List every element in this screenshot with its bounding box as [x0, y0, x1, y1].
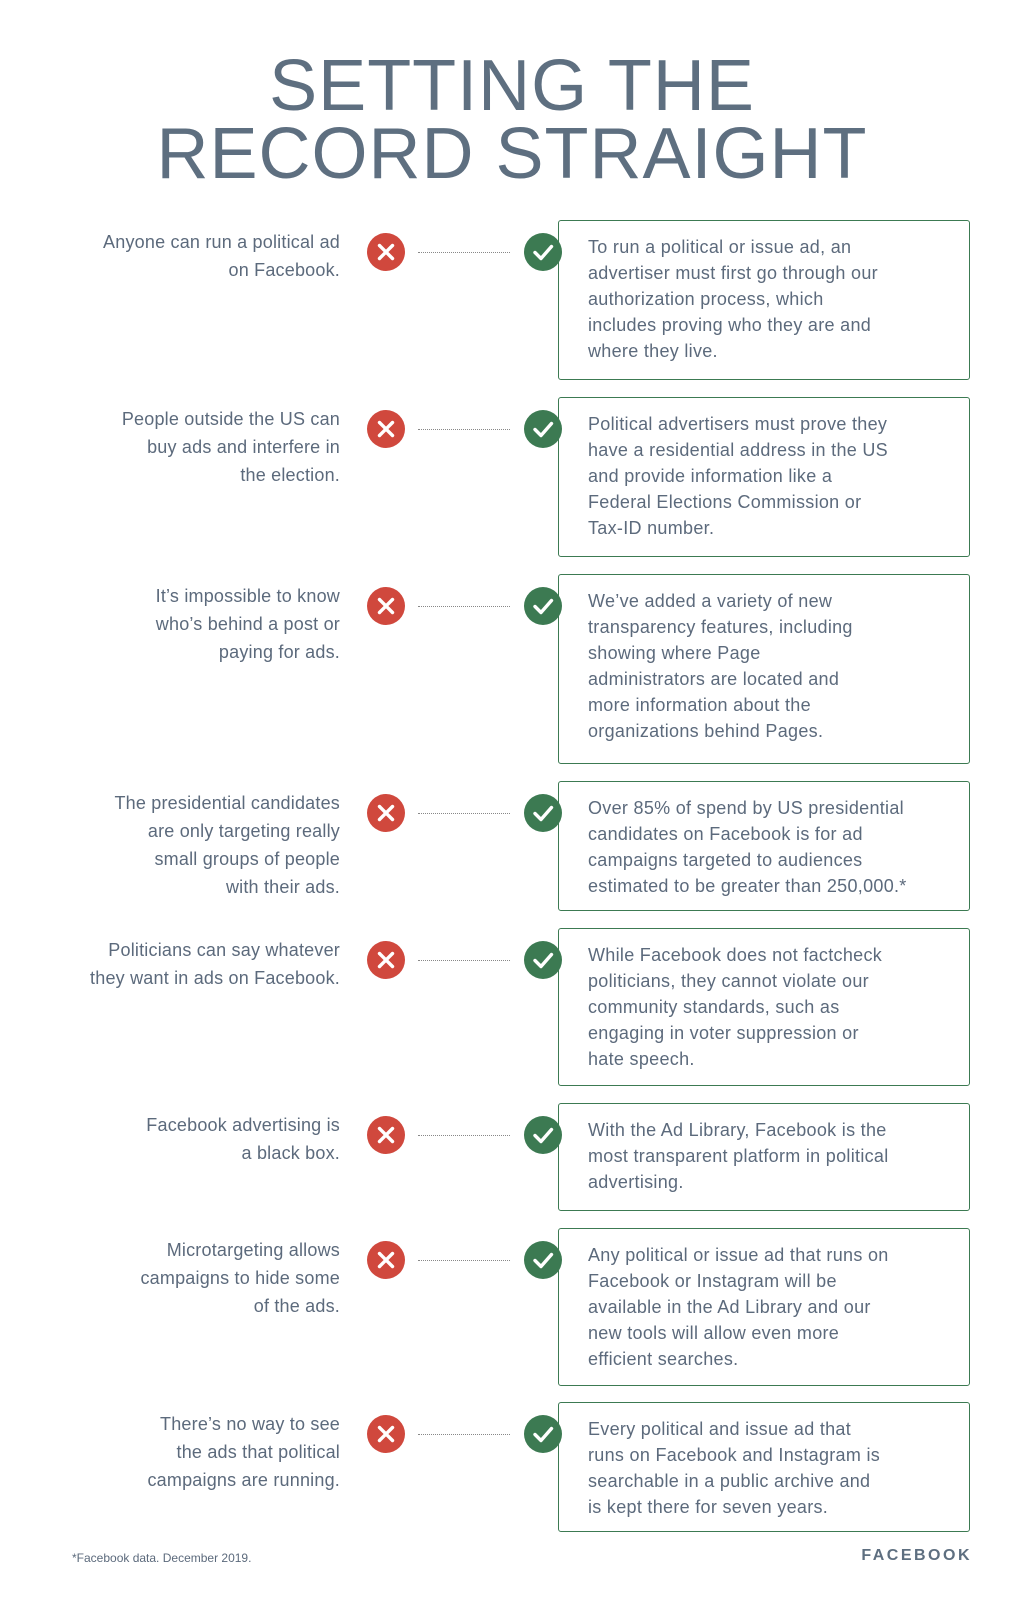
- fact-line: engaging in voter suppression or: [588, 1023, 859, 1043]
- fact-line: includes proving who they are and: [588, 315, 872, 335]
- fact-box: [558, 781, 970, 911]
- footnote: *Facebook data. December 2019.: [72, 1551, 252, 1565]
- fact-box: [558, 397, 970, 557]
- title-line-2: RECORD STRAIGHT: [156, 114, 868, 194]
- brand-wordmark: FACEBOOK: [861, 1547, 972, 1564]
- x-mark-icon: [367, 794, 405, 832]
- myth-line: on Facebook.: [228, 260, 340, 280]
- myth-line: It’s impossible to know: [155, 586, 340, 606]
- myth-line: buy ads and interfere in: [147, 437, 340, 457]
- fact-line: hate speech.: [588, 1049, 695, 1069]
- dotted-connector: [418, 606, 510, 607]
- fact-line: authorization process, which: [588, 289, 824, 309]
- fact-line: politicians, they cannot violate our: [588, 971, 869, 991]
- myth-line: paying for ads.: [218, 642, 340, 662]
- dotted-connector: [418, 960, 510, 961]
- fact-line: candidates on Facebook is for ad: [588, 824, 863, 844]
- fact-box: [558, 928, 970, 1086]
- fact-line: searchable in a public archive and: [588, 1471, 871, 1491]
- fact-line: advertiser must first go through our: [588, 263, 878, 283]
- dotted-connector: [418, 1135, 510, 1136]
- myth-text: [60, 789, 340, 901]
- check-mark-icon: [524, 941, 562, 979]
- dotted-connector: [418, 813, 510, 814]
- myth-line: Anyone can run a political ad: [103, 232, 340, 252]
- fact-box: [558, 1103, 970, 1211]
- fact-line: Every political and issue ad that: [588, 1419, 852, 1439]
- fact-line: efficient searches.: [588, 1349, 739, 1369]
- fact-line: While Facebook does not factcheck: [588, 945, 883, 965]
- fact-line: We’ve added a variety of new: [588, 591, 833, 611]
- x-mark-icon: [367, 1241, 405, 1279]
- myth-text: [60, 1111, 340, 1167]
- fact-line: To run a political or issue ad, an: [588, 237, 852, 257]
- fact-line: Federal Elections Commission or: [588, 492, 862, 512]
- myth-line: Facebook advertising is: [146, 1115, 340, 1135]
- x-mark-icon: [367, 941, 405, 979]
- x-mark-icon: [367, 1116, 405, 1154]
- myth-line: The presidential candidates: [114, 793, 340, 813]
- myth-text: [60, 228, 340, 284]
- check-mark-icon: [524, 1116, 562, 1154]
- check-mark-icon: [524, 587, 562, 625]
- myth-line: the ads that political: [176, 1442, 340, 1462]
- check-mark-icon: [524, 233, 562, 271]
- dotted-connector: [418, 429, 510, 430]
- dotted-connector: [418, 1434, 510, 1435]
- myth-text: [60, 1236, 340, 1320]
- fact-line: administrators are located and: [588, 669, 840, 689]
- myth-text: [60, 582, 340, 666]
- title-line-1: SETTING THE: [269, 46, 755, 126]
- fact-line: organizations behind Pages.: [588, 721, 824, 741]
- myth-line: of the ads.: [253, 1296, 340, 1316]
- fact-box: [558, 1402, 970, 1532]
- fact-line: Facebook or Instagram will be: [588, 1271, 837, 1291]
- fact-line: advertising.: [588, 1172, 684, 1192]
- x-mark-icon: [367, 1415, 405, 1453]
- dotted-connector: [418, 252, 510, 253]
- myth-line: There’s no way to see: [160, 1414, 340, 1434]
- fact-line: Political advertisers must prove they: [588, 414, 888, 434]
- x-mark-icon: [367, 587, 405, 625]
- myth-line: they want in ads on Facebook.: [90, 968, 340, 988]
- fact-line: and provide information like a: [588, 466, 833, 486]
- fact-line: is kept there for seven years.: [588, 1497, 829, 1517]
- myth-line: small groups of people: [154, 849, 340, 869]
- myth-line: campaigns are running.: [147, 1470, 340, 1490]
- myth-text: [60, 936, 340, 992]
- fact-line: community standards, such as: [588, 997, 840, 1017]
- fact-line: more information about the: [588, 695, 811, 715]
- myth-line: with their ads.: [225, 877, 340, 897]
- myth-line: are only targeting really: [147, 821, 340, 841]
- myth-line: Politicians can say whatever: [108, 940, 340, 960]
- x-mark-icon: [367, 410, 405, 448]
- fact-line: Over 85% of spend by US presidential: [588, 798, 904, 818]
- fact-line: most transparent platform in political: [588, 1146, 889, 1166]
- myth-text: [60, 1410, 340, 1494]
- fact-line: With the Ad Library, Facebook is the: [588, 1120, 887, 1140]
- fact-box: [558, 1228, 970, 1386]
- fact-line: transparency features, including: [588, 617, 853, 637]
- dotted-connector: [418, 1260, 510, 1261]
- check-mark-icon: [524, 794, 562, 832]
- fact-line: estimated to be greater than 250,000.*: [588, 876, 907, 896]
- page-title: [0, 46, 1024, 194]
- fact-line: new tools will allow even more: [588, 1323, 840, 1343]
- fact-line: where they live.: [588, 341, 718, 361]
- fact-box: [558, 220, 970, 380]
- fact-line: available in the Ad Library and our: [588, 1297, 871, 1317]
- fact-line: showing where Page: [588, 643, 761, 663]
- fact-line: runs on Facebook and Instagram is: [588, 1445, 881, 1465]
- myth-line: who’s behind a post or: [155, 614, 340, 634]
- check-mark-icon: [524, 1241, 562, 1279]
- myth-line: campaigns to hide some: [140, 1268, 340, 1288]
- myth-text: [60, 405, 340, 489]
- myth-line: a black box.: [241, 1143, 340, 1163]
- fact-line: campaigns targeted to audiences: [588, 850, 863, 870]
- myth-line: People outside the US can: [121, 409, 340, 429]
- x-mark-icon: [367, 233, 405, 271]
- check-mark-icon: [524, 1415, 562, 1453]
- myth-line: Microtargeting allows: [166, 1240, 340, 1260]
- fact-line: have a residential address in the US: [588, 440, 888, 460]
- fact-box: [558, 574, 970, 764]
- check-mark-icon: [524, 410, 562, 448]
- myth-line: the election.: [240, 465, 340, 485]
- fact-line: Any political or issue ad that runs on: [588, 1245, 889, 1265]
- fact-line: Tax-ID number.: [588, 518, 715, 538]
